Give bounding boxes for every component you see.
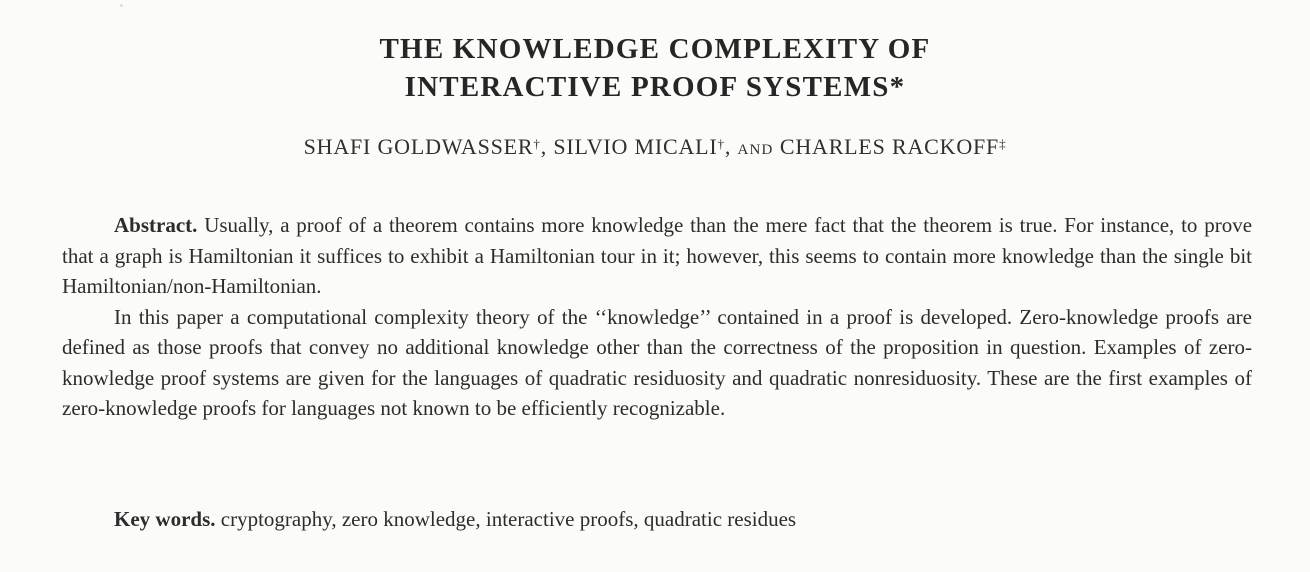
abstract-paragraph-1 <box>62 210 1252 302</box>
author-separator: , <box>540 134 554 159</box>
keywords <box>62 504 1252 534</box>
scan-speck <box>120 4 123 7</box>
keywords-text: cryptography, zero knowledge, interactive proofs, quadratic residues <box>220 507 797 531</box>
abstract-paragraph-1-text: Usually, a proof of a theorem contains more knowledge than the mere fact that the theorem is true. For instance, to prove that a graph is Hamiltonian it suffices to exhibit a Hamiltonian tour in it; however, this seems to contain more knowledge than the single bit Hamiltonian/non-Hamiltonian. <box>62 213 1253 298</box>
author-micali: SILVIO MICALI <box>553 134 718 159</box>
author-micali-mark: † <box>717 136 725 151</box>
author-goldwasser-mark: † <box>533 136 541 151</box>
keywords-label: Key words. <box>114 507 216 531</box>
author-rackoff-mark: ‡ <box>999 136 1007 151</box>
abstract-label: Abstract. <box>114 213 198 237</box>
abstract <box>62 210 1252 424</box>
title-line-2: INTERACTIVE PROOF SYSTEMS* <box>404 71 906 103</box>
author-goldwasser: SHAFI GOLDWASSER <box>303 134 534 159</box>
author-and: AND <box>737 142 774 158</box>
author-line <box>0 134 1310 160</box>
abstract-paragraph-2: In this paper a computational complexity theory of the ‘‘knowledge’’ contained in a proof is developed. Zero-knowledge proofs are defined as those proofs that convey no additional knowledge other than the correctness of the proposition in question. Examples of zero-knowledge proof systems are given for the languages of quadratic residuosity and quadratic nonresiduosity. These are the first examples of zero-knowledge proofs for languages not known to be efficiently recognizable. <box>62 304 1252 420</box>
title-line-1: THE KNOWLEDGE COMPLEXITY OF <box>379 33 931 65</box>
author-rackoff: CHARLES RACKOFF <box>779 134 1000 159</box>
author-separator: , <box>724 134 738 159</box>
paper-title <box>0 30 1310 106</box>
